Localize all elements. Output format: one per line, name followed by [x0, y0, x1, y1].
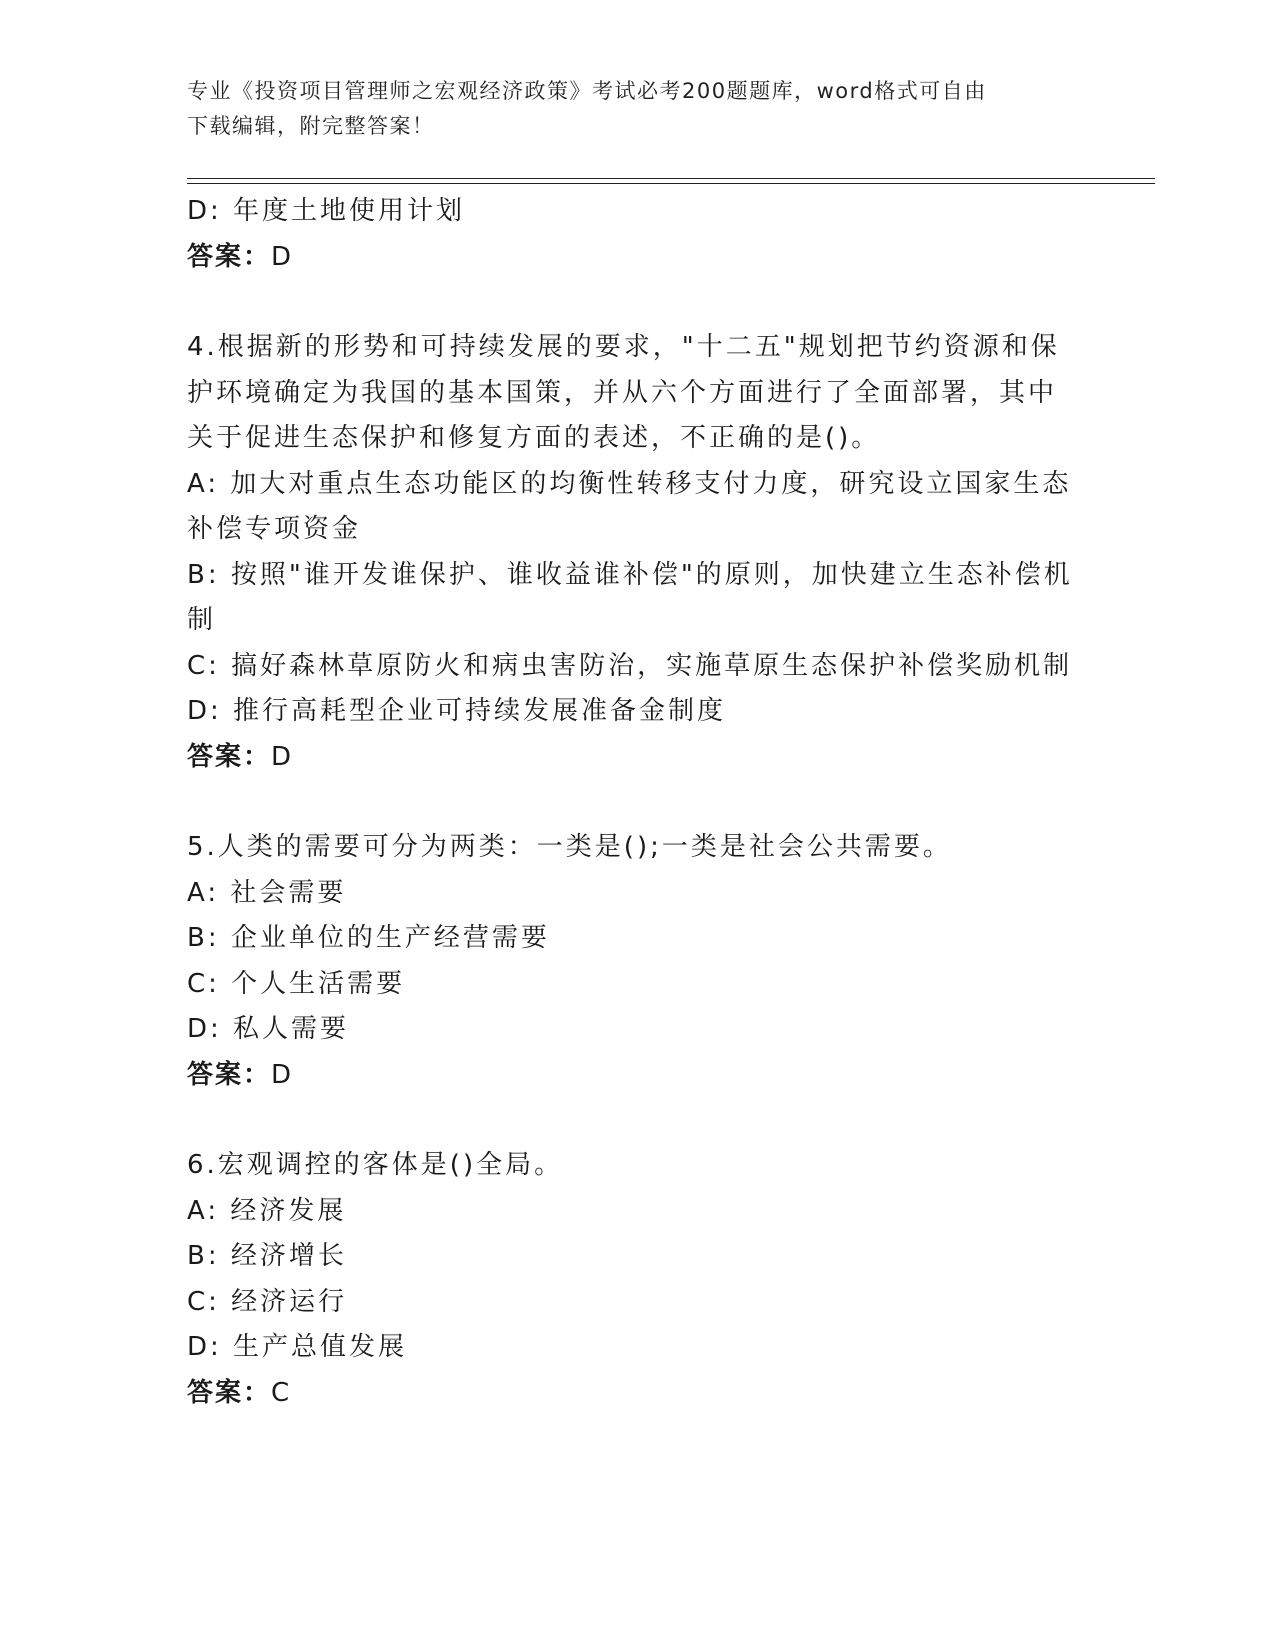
option-c: C: 搞好森林草原防火和病虫害防治，实施草原生态保护补偿奖励机制 — [187, 650, 1073, 681]
spacer — [187, 1098, 1087, 1143]
document-header — [187, 74, 1067, 144]
question-text-line: 关于促进生态保护和修复方面的表述，不正确的是()。 — [187, 423, 881, 453]
option-a: A: 加大对重点生态功能区的均衡性转移支付力度，研究设立国家生态 — [187, 468, 1072, 499]
header-line-2: 下载编辑，附完整答案！ — [187, 114, 435, 138]
answer-label: 答案： — [187, 741, 272, 772]
option-c: C: 个人生活需要 — [187, 968, 406, 999]
answer-value: D — [271, 741, 294, 772]
question-text-line: 4.根据新的形势和可持续发展的要求，"十二五"规划把节约资源和保 — [187, 332, 1060, 362]
option-d: D: 年度土地使用计划 — [187, 196, 466, 226]
option-d: D: 生产总值发展 — [187, 1332, 408, 1362]
option-a-continued: 补偿专项资金 — [187, 514, 362, 544]
option-b: B: 按照"谁开发谁保护、谁收益谁补偿"的原则，加快建立生态补偿机 — [187, 559, 1073, 590]
answer-line — [187, 1371, 1087, 1417]
option-b: B: 企业单位的生产经营需要 — [187, 923, 550, 953]
header-divider-top — [187, 178, 1155, 179]
header-line-1: 专业《投资项目管理师之宏观经济政策》考试必考200题题库，word格式可自由 — [187, 79, 987, 103]
option-c: C: 经济运行 — [187, 1286, 348, 1317]
option-a: A: 社会需要 — [187, 877, 347, 908]
option-d: D: 私人需要 — [187, 1014, 350, 1044]
question-list — [187, 189, 1087, 1416]
option-b: B: 经济增长 — [187, 1241, 347, 1271]
question-block-3 — [187, 189, 1087, 280]
answer-label: 答案： — [187, 1059, 272, 1090]
question-text-line: 6.宏观调控的客体是()全局。 — [187, 1150, 564, 1180]
answer-value: D — [271, 241, 294, 272]
question-text-line: 护环境确定为我国的基本国策，并从六个方面进行了全面部署，其中 — [187, 377, 1058, 408]
question-block-6 — [187, 1143, 1087, 1416]
answer-value: D — [271, 1059, 294, 1090]
answer-value: C — [271, 1377, 292, 1408]
option-b-continued: 制 — [187, 605, 217, 635]
spacer — [187, 280, 1087, 325]
answer-line — [187, 735, 1087, 781]
option-d: D: 推行高耗型企业可持续发展准备金制度 — [187, 696, 727, 726]
question-text-line: 5.人类的需要可分为两类：一类是();一类是社会公共需要。 — [187, 832, 952, 862]
answer-label: 答案： — [187, 1377, 272, 1408]
answer-label: 答案： — [187, 241, 272, 272]
header-divider-bottom — [187, 183, 1155, 184]
spacer — [187, 780, 1087, 825]
question-block-4 — [187, 325, 1087, 780]
question-block-5 — [187, 825, 1087, 1098]
answer-line — [187, 235, 1087, 281]
option-a: A: 经济发展 — [187, 1195, 347, 1226]
answer-line — [187, 1053, 1087, 1099]
